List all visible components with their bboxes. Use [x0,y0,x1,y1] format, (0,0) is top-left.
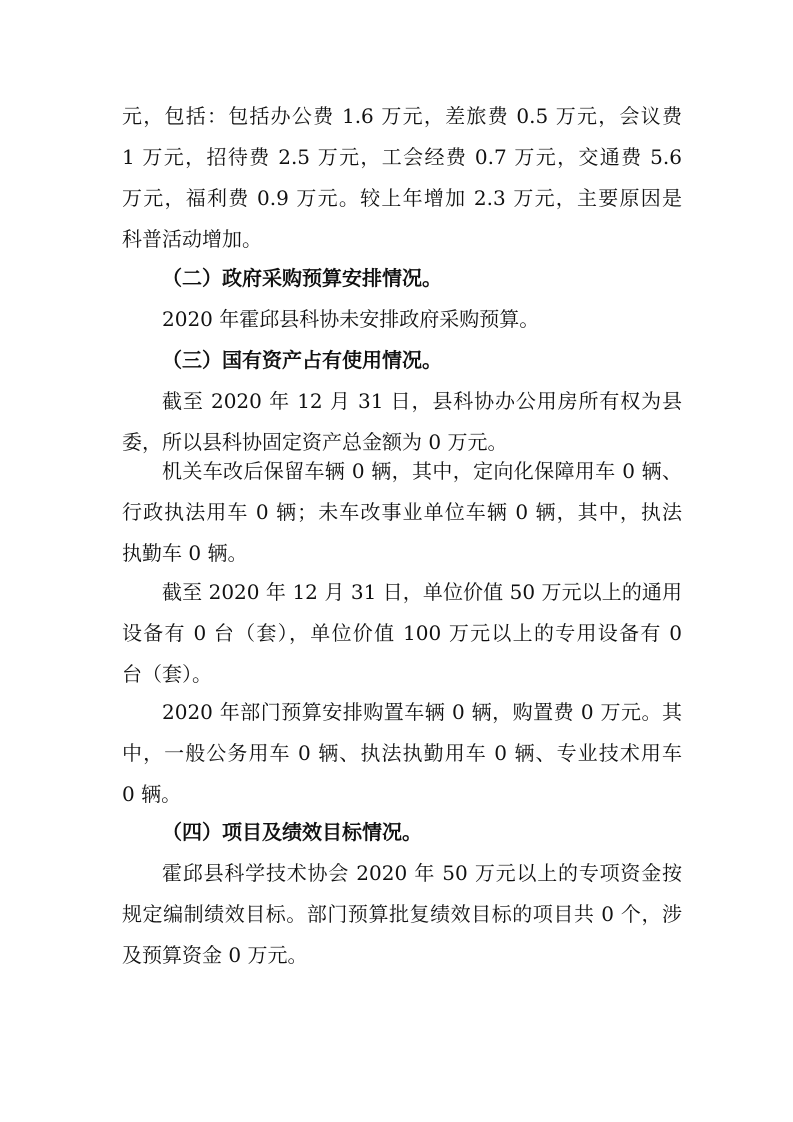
text-line: 科普活动增加。 [122,227,262,251]
text-line: 台（套）。 [122,662,212,686]
text-line: 执勤车 0 辆。 [122,541,248,565]
text-line: 2020 年霍邱县科协未安排政府采购预算。 [162,307,540,331]
text-line: 委，所以县科协固定资产总金额为 0 万元。 [122,430,508,454]
section-heading-assets: （三）国有资产占有使用情况。 [162,348,442,372]
paragraph-expenses [122,96,682,260]
text-line: 元，包括：包括办公费 1.6 万元，差旅费 0.5 万元，会议费 [122,104,682,128]
text-line: 规定编制绩效目标。部门预算批复绩效目标的项目共 0 个，涉 [122,902,682,926]
text-line: 万元，福利费 0.9 万元。较上年增加 2.3 万元，主要原因是 [122,186,682,210]
text-line: 截至 2020 年 12 月 31 日，单位价值 50 万元以上的通用 [162,580,682,604]
section-heading-procurement: （二）政府采购预算安排情况。 [162,266,442,290]
text-line: 2020 年部门预算安排购置车辆 0 辆，购置费 0 万元。其 [162,700,682,724]
paragraph-vehicle-purchase [122,692,682,815]
paragraph-projects [122,853,682,976]
text-line: 及预算资金 0 万元。 [122,943,308,967]
paragraph-vehicles [122,451,682,574]
text-line: 截至 2020 年 12 月 31 日，县科协办公用房所有权为县 [162,389,682,413]
section-heading-projects: （四）项目及绩效目标情况。 [162,820,422,844]
text-line: 中，一般公务用车 0 辆、执法执勤用车 0 辆、专业技术用车 [122,741,682,765]
text-line: 1 万元，招待费 2.5 万元，工会经费 0.7 万元，交通费 5.6 [122,145,682,169]
text-line: 设备有 0 台（套），单位价值 100 万元以上的专用设备有 0 [122,621,682,645]
text-line: 行政执法用车 0 辆；未车改事业单位车辆 0 辆，其中，执法 [122,500,682,524]
text-line: 霍邱县科学技术协会 2020 年 50 万元以上的专项资金按 [162,861,682,885]
text-line: 0 辆。 [122,782,182,806]
paragraph-equipment [122,572,682,695]
text-line: 机关车改后保留车辆 0 辆，其中，定向化保障用车 0 辆、 [162,459,682,483]
paragraph-procurement [122,299,682,340]
